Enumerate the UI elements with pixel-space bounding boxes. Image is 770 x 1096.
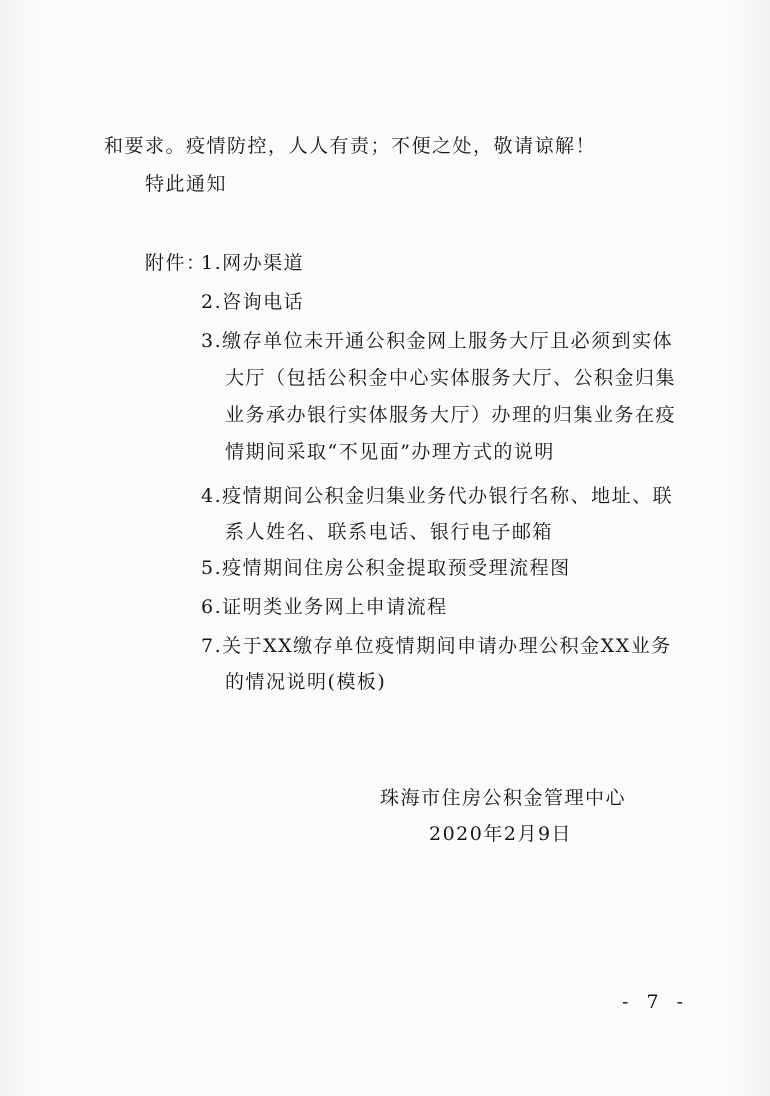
attachment-item (201, 290, 304, 314)
attachment-line: 情期间采取“不见面”办理方式的说明 (225, 441, 555, 463)
attachments-label: 附件： (145, 252, 207, 274)
attachment-line: 6.证明类业务网上申请流程 (201, 596, 448, 618)
attachment-item (201, 634, 672, 694)
page-number: - 7 - (622, 991, 690, 1013)
attachment-line: 2.咨询电话 (201, 291, 305, 313)
attachment-line: 4.疫情期间公积金归集业务代办银行名称、地址、联 (201, 485, 674, 507)
attachment-line: 5.疫情期间住房公积金提取预受理流程图 (201, 557, 571, 579)
intro-line: 和要求。疫情防控，人人有责；不便之处，敬请谅解！ (104, 135, 597, 157)
attachment-line: 的情况说明(模板) (225, 671, 387, 693)
attachment-item (201, 329, 676, 464)
attachment-line: 7.关于XX缴存单位疫情期间申请办理公积金XX业务 (201, 635, 672, 657)
attachment-item (201, 251, 304, 275)
attachment-item (201, 484, 673, 544)
attachment-item (201, 556, 571, 580)
issuer-name: 珠海市住房公积金管理中心 (380, 787, 627, 809)
attachment-line: 业务承办银行实体服务大厅）办理的归集业务在疫 (225, 404, 677, 426)
attachment-line: 1.网办渠道 (201, 252, 305, 274)
attachment-line: 大厅（包括公积金中心实体服务大厅、公积金归集 (225, 367, 677, 389)
attachment-line: 系人姓名、联系电话、银行电子邮箱 (225, 521, 554, 543)
attachment-line: 3.缴存单位未开通公积金网上服务大厅且必须到实体 (201, 330, 674, 352)
notice-line: 特此通知 (145, 173, 228, 195)
issue-date: 2020年2月9日 (429, 823, 573, 845)
attachment-item (201, 595, 448, 619)
